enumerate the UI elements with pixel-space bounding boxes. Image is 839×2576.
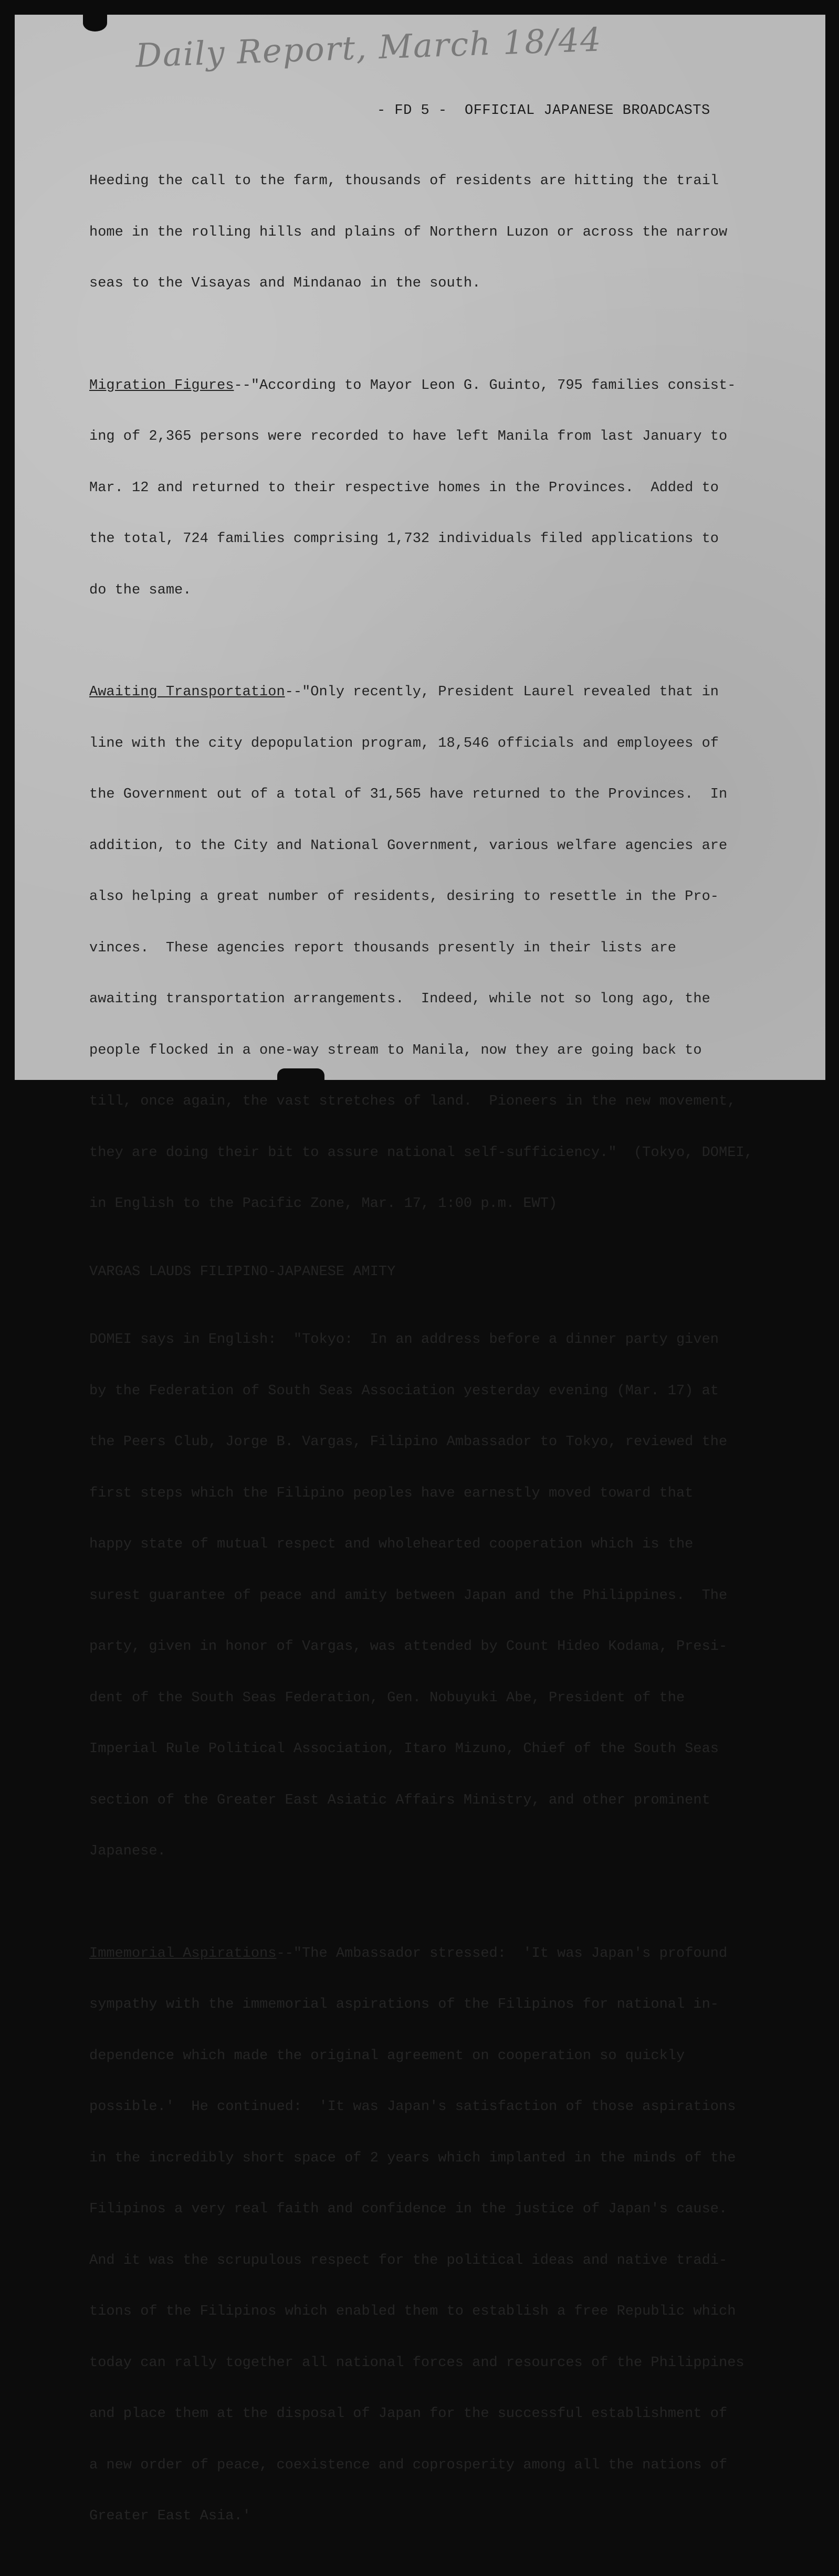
migration-subheading: Migration Figures	[89, 377, 234, 394]
immemorial-subheading: Immemorial Aspirations	[89, 1945, 277, 1962]
text-line: home in the rolling hills and plains of Northern Luzon or across the narrow	[89, 224, 728, 240]
text-line: Awaiting Transportation--"Only recently, President Laurel revealed that in	[89, 684, 719, 700]
text-line: also helping a great number of residents, desiring to resettle in the Pro-	[89, 889, 719, 905]
text-line: Migration Figures--"According to Mayor Leon G. Guinto, 795 families consist-	[89, 377, 736, 394]
text-line: a new order of peace, coexistence and coprosperity among all the nations of	[89, 2457, 728, 2473]
text-line: Filipinos a very real faith and confidence in the justice of Japan's cause.	[89, 2201, 728, 2217]
text-line: Imperial Rule Political Association, Itaro Mizuno, Chief of the South Seas	[89, 1741, 719, 1757]
text-line: and place them at the disposal of Japan for the successful establishment of	[89, 2406, 728, 2422]
handwritten-note: Daily Report, March 18/44	[134, 20, 603, 75]
intro-paragraph	[89, 139, 751, 326]
page-header: - FD 5 - OFFICIAL JAPANESE BROADCASTS	[377, 103, 710, 119]
page-notch	[83, 15, 107, 31]
immemorial-paragraph	[89, 1911, 751, 2559]
document-body	[89, 139, 751, 2576]
text-line: Immemorial Aspirations--"The Ambassador stressed: 'It was Japan's profound	[89, 1945, 728, 1962]
text-line: in the incredibly short space of 2 years which implanted in the minds of the	[89, 2150, 736, 2166]
text-line: they are doing their bit to assure national self-sufficiency." (Tokyo, DOMEI,	[89, 1144, 753, 1161]
domei-paragraph	[89, 1297, 751, 1894]
text-line: possible.' He continued: 'It was Japan's satisfaction of those aspirations	[89, 2099, 736, 2115]
awaiting-paragraph	[89, 650, 751, 1247]
migration-paragraph	[89, 343, 751, 633]
text-line: dent of the South Seas Federation, Gen. Nobuyuki Abe, President of the	[89, 1690, 685, 1706]
text-line: seas to the Visayas and Mindanao in the south.	[89, 275, 481, 291]
document-page	[15, 15, 825, 2524]
text-line: the Peers Club, Jorge B. Vargas, Filipino Ambassador to Tokyo, reviewed the	[89, 1434, 728, 1450]
text-line: the Government out of a total of 31,565 have returned to the Provinces. In	[89, 787, 728, 802]
text-line: in English to the Pacific Zone, Mar. 17, 1:00 p.m. EWT)	[89, 1196, 558, 1212]
text-line: happy state of mutual respect and wholehearted cooperation which is the	[89, 1536, 694, 1552]
text-line: line with the city depopulation program, 18,546 officials and employees of	[89, 735, 719, 751]
text-line: Mar. 12 and returned to their respective homes in the Provinces. Added to	[89, 480, 719, 496]
section-heading: VARGAS LAUDS FILIPINO-JAPANESE AMITY	[89, 1264, 396, 1280]
text-line: awaiting transportation arrangements. Indeed, while not so long ago, the	[89, 991, 710, 1007]
text-line: surest guarantee of peace and amity between Japan and the Philippines. The	[89, 1587, 728, 1604]
text-line: section of the Greater East Asiatic Affairs Ministry, and other prominent	[89, 1792, 710, 1808]
text-line: till, once again, the vast stretches of land. Pioneers in the new movement,	[89, 1094, 736, 1109]
text-line: by the Federation of South Seas Association yesterday evening (Mar. 17) at	[89, 1383, 719, 1399]
text-line: first steps which the Filipino peoples have earnestly moved toward that	[89, 1485, 694, 1501]
text-line: tions of the Filipinos which enabled them to establish a free Republic which	[89, 2304, 736, 2319]
text-line: sympathy with the immemorial aspirations of the Filipinos for national in-	[89, 1997, 719, 2012]
text-line: Japanese.	[89, 1843, 166, 1859]
text-line: DOMEI says in English: "Tokyo: In an address before a dinner party given	[89, 1332, 719, 1348]
text-line: today can rally together all national forces and resources of the Philippines	[89, 2355, 744, 2371]
text-line: And it was the scrupulous respect for the political ideas and native tradi-	[89, 2252, 728, 2268]
text-line: party, given in honor of Vargas, was attended by Count Hideo Kodama, Presi-	[89, 1639, 728, 1655]
page-clip-mark	[277, 1068, 324, 1080]
text-line: addition, to the City and National Government, various welfare agencies are	[89, 838, 728, 854]
text-line: the total, 724 families comprising 1,732 individuals filed applications to	[89, 531, 719, 547]
text-line: vinces. These agencies report thousands presently in their lists are	[89, 940, 676, 956]
text-line: people flocked in a one-way stream to Manila, now they are going back to	[89, 1042, 702, 1058]
text-line: Greater East Asia.'	[89, 2508, 251, 2524]
text-line: do the same.	[89, 582, 192, 598]
text-line: Heeding the call to the farm, thousands of residents are hitting the trail	[89, 173, 719, 189]
awaiting-subheading: Awaiting Transportation	[89, 684, 285, 700]
text-line: ing of 2,365 persons were recorded to have left Manila from last January to	[89, 429, 728, 444]
text-line: dependence which made the original agreement on cooperation so quickly	[89, 2048, 685, 2064]
